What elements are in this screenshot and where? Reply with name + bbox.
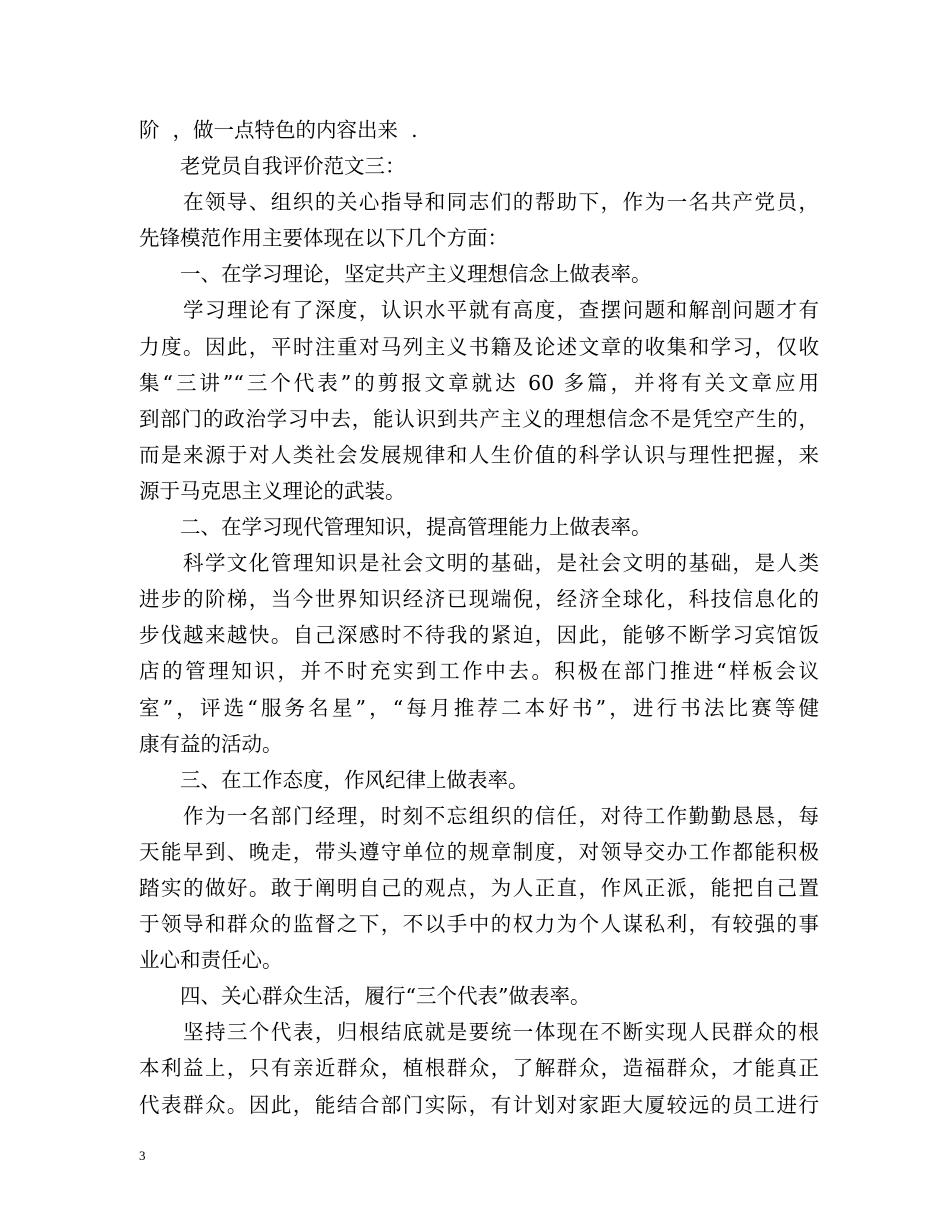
text-line: 源于马克思主义理论的武装。	[139, 478, 406, 503]
text-line: 在领导、组织的关心指导和同志们的帮助下，作为一名共产党员，	[139, 190, 819, 215]
text-line: 本利益上，只有亲近群众，植根群众，了解群众，造福群众，才能真正	[139, 1056, 819, 1081]
text-line: 店的管理知识，并不时充实到工作中去。积极在部门推进“样板会议	[139, 659, 819, 684]
text-line: 作为一名部门经理，时刻不忘组织的信任，对待工作勤勤恳恳，每	[139, 803, 819, 828]
text-line: 踏实的做好。敢于阐明自己的观点，为人正直，作风正派，能把自己置	[139, 875, 819, 900]
text-line: 学习理论有了深度，认识水平就有高度，查摆问题和解剖问题才有	[139, 298, 819, 323]
text-line: 集“三讲”“三个代表”的剪报文章就达 60 多篇，并将有关文章应用	[139, 370, 819, 395]
text-line: 阶 ，做一点特色的内容出来 .	[139, 118, 418, 142]
section-heading: 三、在工作态度，作风纪律上做表率。	[139, 767, 529, 792]
text-line: 而是来源于对人类社会发展规律和人生价值的科学认识与理性把握，来	[139, 442, 819, 467]
text-line: 步伐越来越快。自己深感时不待我的紧迫，因此，能够不断学习宾馆饭	[139, 623, 819, 648]
text-line: 进步的阶梯，当今世界知识经济已现端倪，经济全球化，科技信息化的	[139, 587, 819, 612]
text-line: 室”，评选“服务名星”，“每月推荐二本好书”，进行书法比赛等健	[139, 695, 819, 720]
section-heading: 二、在学习现代管理知识，提高管理能力上做表率。	[139, 515, 652, 540]
section-heading: 四、关心群众生活，履行“三个代表”做表率。	[139, 984, 591, 1009]
text-line: 康有益的活动。	[139, 731, 283, 756]
text-line: 业心和责任心。	[139, 948, 283, 973]
page-number: 3	[139, 1148, 146, 1163]
text-line: 科学文化管理知识是社会文明的基础，是社会文明的基础，是人类	[139, 551, 819, 576]
text-line: 到部门的政治学习中去，能认识到共产主义的理想信念不是凭空产生的，	[139, 406, 819, 431]
section-heading: 老党员自我评价范文三：	[139, 154, 406, 179]
document-body	[139, 112, 819, 1123]
section-heading: 一、在学习理论，坚定共产主义理想信念上做表率。	[139, 262, 652, 287]
text-line: 坚持三个代表，归根结底就是要统一体现在不断实现人民群众的根	[139, 1020, 819, 1045]
text-line: 代表群众。因此，能结合部门实际，有计划对家距大厦较远的员工进行	[139, 1092, 819, 1117]
text-line: 力度。因此，平时注重对马列主义书籍及论述文章的收集和学习，仅收	[139, 334, 819, 359]
text-line: 先锋模范作用主要体现在以下几个方面：	[139, 226, 508, 251]
text-line: 天能早到、晚走，带头遵守单位的规章制度，对领导交办工作都能积极	[139, 839, 819, 864]
text-line: 于领导和群众的监督之下，不以手中的权力为个人谋私利，有较强的事	[139, 912, 819, 937]
